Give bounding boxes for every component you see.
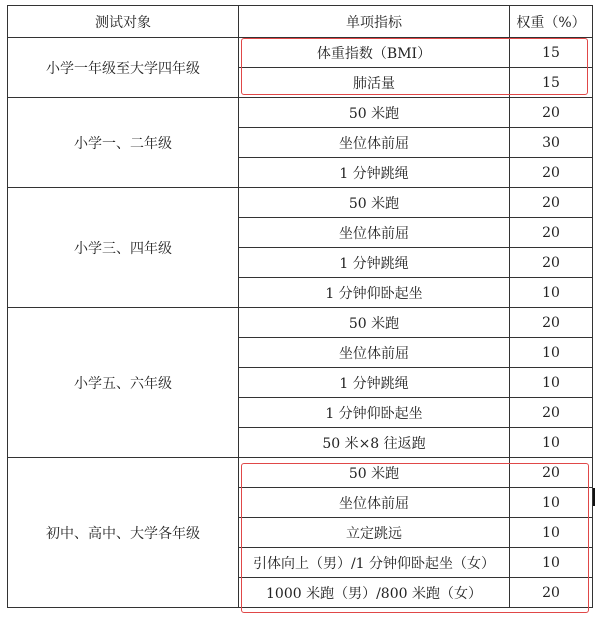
weight-cell: 20 bbox=[510, 98, 593, 128]
table-row bbox=[8, 188, 593, 218]
indicator-cell: 1 分钟跳绳 bbox=[239, 248, 510, 278]
indicator-cell: 引体向上（男）/1 分钟仰卧起坐（女） bbox=[239, 548, 510, 578]
weight-cell: 10 bbox=[510, 428, 593, 458]
weights-table bbox=[7, 5, 593, 608]
weight-cell: 15 bbox=[510, 68, 593, 98]
weight-cell: 20 bbox=[510, 248, 593, 278]
indicator-cell: 50 米跑 bbox=[239, 188, 510, 218]
weight-cell: 20 bbox=[510, 458, 593, 488]
weight-cell: 10 bbox=[510, 488, 593, 518]
table-row bbox=[8, 38, 593, 68]
indicator-cell: 坐位体前屈 bbox=[239, 488, 510, 518]
indicator-cell: 立定跳远 bbox=[239, 518, 510, 548]
indicator-cell: 1 分钟跳绳 bbox=[239, 368, 510, 398]
table-row bbox=[8, 308, 593, 338]
weight-cell: 30 bbox=[510, 128, 593, 158]
indicator-cell: 1 分钟跳绳 bbox=[239, 158, 510, 188]
subject-cell: 小学一、二年级 bbox=[8, 98, 239, 188]
weight-cell: 10 bbox=[510, 518, 593, 548]
subject-cell: 小学三、四年级 bbox=[8, 188, 239, 308]
indicator-cell: 坐位体前屈 bbox=[239, 128, 510, 158]
weight-cell: 20 bbox=[510, 308, 593, 338]
weight-cell: 10 bbox=[510, 368, 593, 398]
indicator-cell: 1 分钟仰卧起坐 bbox=[239, 398, 510, 428]
table-row bbox=[8, 98, 593, 128]
indicator-cell: 坐位体前屈 bbox=[239, 338, 510, 368]
weight-cell: 20 bbox=[510, 188, 593, 218]
edge-mark bbox=[593, 488, 595, 506]
indicator-cell: 体重指数（BMI） bbox=[239, 38, 510, 68]
indicator-cell: 50 米跑 bbox=[239, 98, 510, 128]
header-indicator: 单项指标 bbox=[239, 6, 510, 38]
indicator-cell: 50 米跑 bbox=[239, 308, 510, 338]
indicator-cell: 1000 米跑（男）/800 米跑（女） bbox=[239, 578, 510, 608]
header-row bbox=[8, 6, 593, 38]
weight-cell: 20 bbox=[510, 218, 593, 248]
weight-cell: 15 bbox=[510, 38, 593, 68]
subject-cell: 小学五、六年级 bbox=[8, 308, 239, 458]
indicator-cell: 50 米×8 往返跑 bbox=[239, 428, 510, 458]
table-row bbox=[8, 458, 593, 488]
weight-cell: 20 bbox=[510, 578, 593, 608]
weight-cell: 20 bbox=[510, 158, 593, 188]
table-body bbox=[8, 38, 593, 608]
subject-cell: 小学一年级至大学四年级 bbox=[8, 38, 239, 98]
weight-cell: 10 bbox=[510, 548, 593, 578]
weight-cell: 10 bbox=[510, 338, 593, 368]
indicator-cell: 坐位体前屈 bbox=[239, 218, 510, 248]
indicator-cell: 50 米跑 bbox=[239, 458, 510, 488]
indicator-cell: 1 分钟仰卧起坐 bbox=[239, 278, 510, 308]
weight-cell: 20 bbox=[510, 398, 593, 428]
subject-cell: 初中、高中、大学各年级 bbox=[8, 458, 239, 608]
header-weight: 权重（%） bbox=[510, 6, 593, 38]
header-subject: 测试对象 bbox=[8, 6, 239, 38]
weight-cell: 10 bbox=[510, 278, 593, 308]
indicator-cell: 肺活量 bbox=[239, 68, 510, 98]
